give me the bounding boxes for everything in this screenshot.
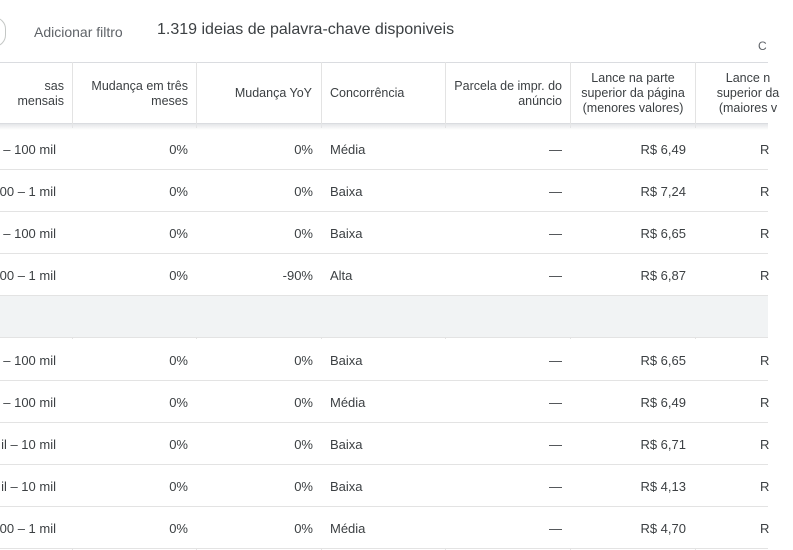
cell-impression-share: — — [549, 352, 562, 368]
cell-top-bid-low: R$ 4,13 — [640, 478, 686, 494]
cell-avg-searches: il – 10 mil — [1, 478, 56, 494]
cell-top-bid-high: R — [760, 352, 770, 368]
filter-chip-edge[interactable] — [0, 17, 6, 47]
cell-top-bid-low: R$ 7,24 — [640, 183, 686, 199]
cell-competition: Média — [330, 141, 366, 157]
cell-avg-searches: – 100 mil — [3, 352, 56, 368]
cell-top-bid-low: R$ 6,71 — [640, 436, 686, 452]
header-competition[interactable]: Concorrência — [330, 86, 405, 100]
table-header — [0, 62, 780, 124]
cell-top-bid-low: R$ 6,87 — [640, 267, 686, 283]
cell-impression-share: — — [549, 225, 562, 241]
cell-impression-share: — — [549, 478, 562, 494]
cell-top-bid-high: R — [760, 394, 770, 410]
header-shadow — [0, 124, 768, 130]
header-impression-share[interactable]: Parcela de impr. do anúncio — [454, 78, 562, 108]
cell-avg-searches: – 100 mil — [3, 141, 56, 157]
cell-competition: Baixa — [330, 352, 363, 368]
cell-yoy: 0% — [294, 225, 313, 241]
cell-yoy: 0% — [294, 394, 313, 410]
table-row[interactable] — [0, 128, 768, 170]
cell-avg-searches: il – 10 mil — [1, 436, 56, 452]
cell-three-month: 0% — [169, 520, 188, 536]
cell-top-bid-low: R$ 4,70 — [640, 520, 686, 536]
toolbar-right-fragment[interactable]: C — [758, 39, 767, 53]
table-row[interactable] — [0, 170, 768, 212]
cell-yoy: 0% — [294, 183, 313, 199]
cell-competition: Baixa — [330, 225, 363, 241]
cell-yoy: 0% — [294, 478, 313, 494]
cell-three-month: 0% — [169, 394, 188, 410]
table-row[interactable] — [0, 465, 768, 507]
cell-avg-searches: 00 – 1 mil — [0, 183, 56, 199]
cell-three-month: 0% — [169, 352, 188, 368]
table-row[interactable] — [0, 381, 768, 423]
table-row[interactable] — [0, 507, 768, 549]
cell-three-month: 0% — [169, 225, 188, 241]
cell-top-bid-low: R$ 6,49 — [640, 394, 686, 410]
cell-top-bid-low: R$ 6,49 — [640, 141, 686, 157]
cell-competition: Baixa — [330, 436, 363, 452]
table-row[interactable] — [0, 254, 768, 296]
cell-three-month: 0% — [169, 478, 188, 494]
toolbar — [0, 0, 768, 62]
group-separator-row — [0, 296, 768, 338]
cell-three-month: 0% — [169, 141, 188, 157]
cell-top-bid-high: R — [760, 267, 770, 283]
cell-avg-searches: 00 – 1 mil — [0, 520, 56, 536]
cell-impression-share: — — [549, 141, 562, 157]
header-yoy-change[interactable]: Mudança YoY — [234, 86, 312, 100]
cell-top-bid-high: R — [760, 478, 770, 494]
cell-top-bid-high: R — [760, 225, 770, 241]
cell-top-bid-low: R$ 6,65 — [640, 352, 686, 368]
cell-impression-share: — — [549, 394, 562, 410]
cell-top-bid-high: R — [760, 141, 770, 157]
ideas-count-label: 1.319 ideias de palavra-chave disponiveis — [157, 21, 455, 38]
cell-competition: Média — [330, 394, 366, 410]
cell-yoy: 0% — [294, 436, 313, 452]
add-filter-button[interactable]: Adicionar filtro — [34, 24, 123, 40]
cell-avg-searches: – 100 mil — [3, 394, 56, 410]
cell-impression-share: — — [549, 520, 562, 536]
header-three-month-change[interactable]: Mudança em três meses — [91, 78, 188, 108]
table-row[interactable] — [0, 339, 768, 381]
cell-top-bid-high: R — [760, 436, 770, 452]
table-row[interactable] — [0, 423, 768, 465]
cell-three-month: 0% — [169, 436, 188, 452]
table-row[interactable] — [0, 212, 768, 254]
cell-yoy: -90% — [282, 267, 313, 283]
header-avg-monthly-searches[interactable]: sas mensais — [17, 78, 64, 108]
cell-impression-share: — — [549, 436, 562, 452]
cell-impression-share: — — [549, 267, 562, 283]
cell-three-month: 0% — [169, 267, 188, 283]
cell-three-month: 0% — [169, 183, 188, 199]
cell-top-bid-high: R — [760, 183, 770, 199]
cell-top-bid-high: R — [760, 520, 770, 536]
cell-top-bid-low: R$ 6,65 — [640, 225, 686, 241]
cell-yoy: 0% — [294, 352, 313, 368]
header-top-bid-high[interactable]: Lance n superior da (maiores v — [716, 71, 780, 115]
cell-avg-searches: 00 – 1 mil — [0, 267, 56, 283]
cell-yoy: 0% — [294, 520, 313, 536]
cell-competition: Média — [330, 520, 366, 536]
cell-impression-share: — — [549, 183, 562, 199]
cell-avg-searches: – 100 mil — [3, 225, 56, 241]
cell-yoy: 0% — [294, 141, 313, 157]
header-top-bid-low[interactable]: Lance na parte superior da página (menores valores) — [581, 71, 685, 115]
cell-competition: Baixa — [330, 478, 363, 494]
cell-competition: Baixa — [330, 183, 363, 199]
cell-competition: Alta — [330, 267, 353, 283]
